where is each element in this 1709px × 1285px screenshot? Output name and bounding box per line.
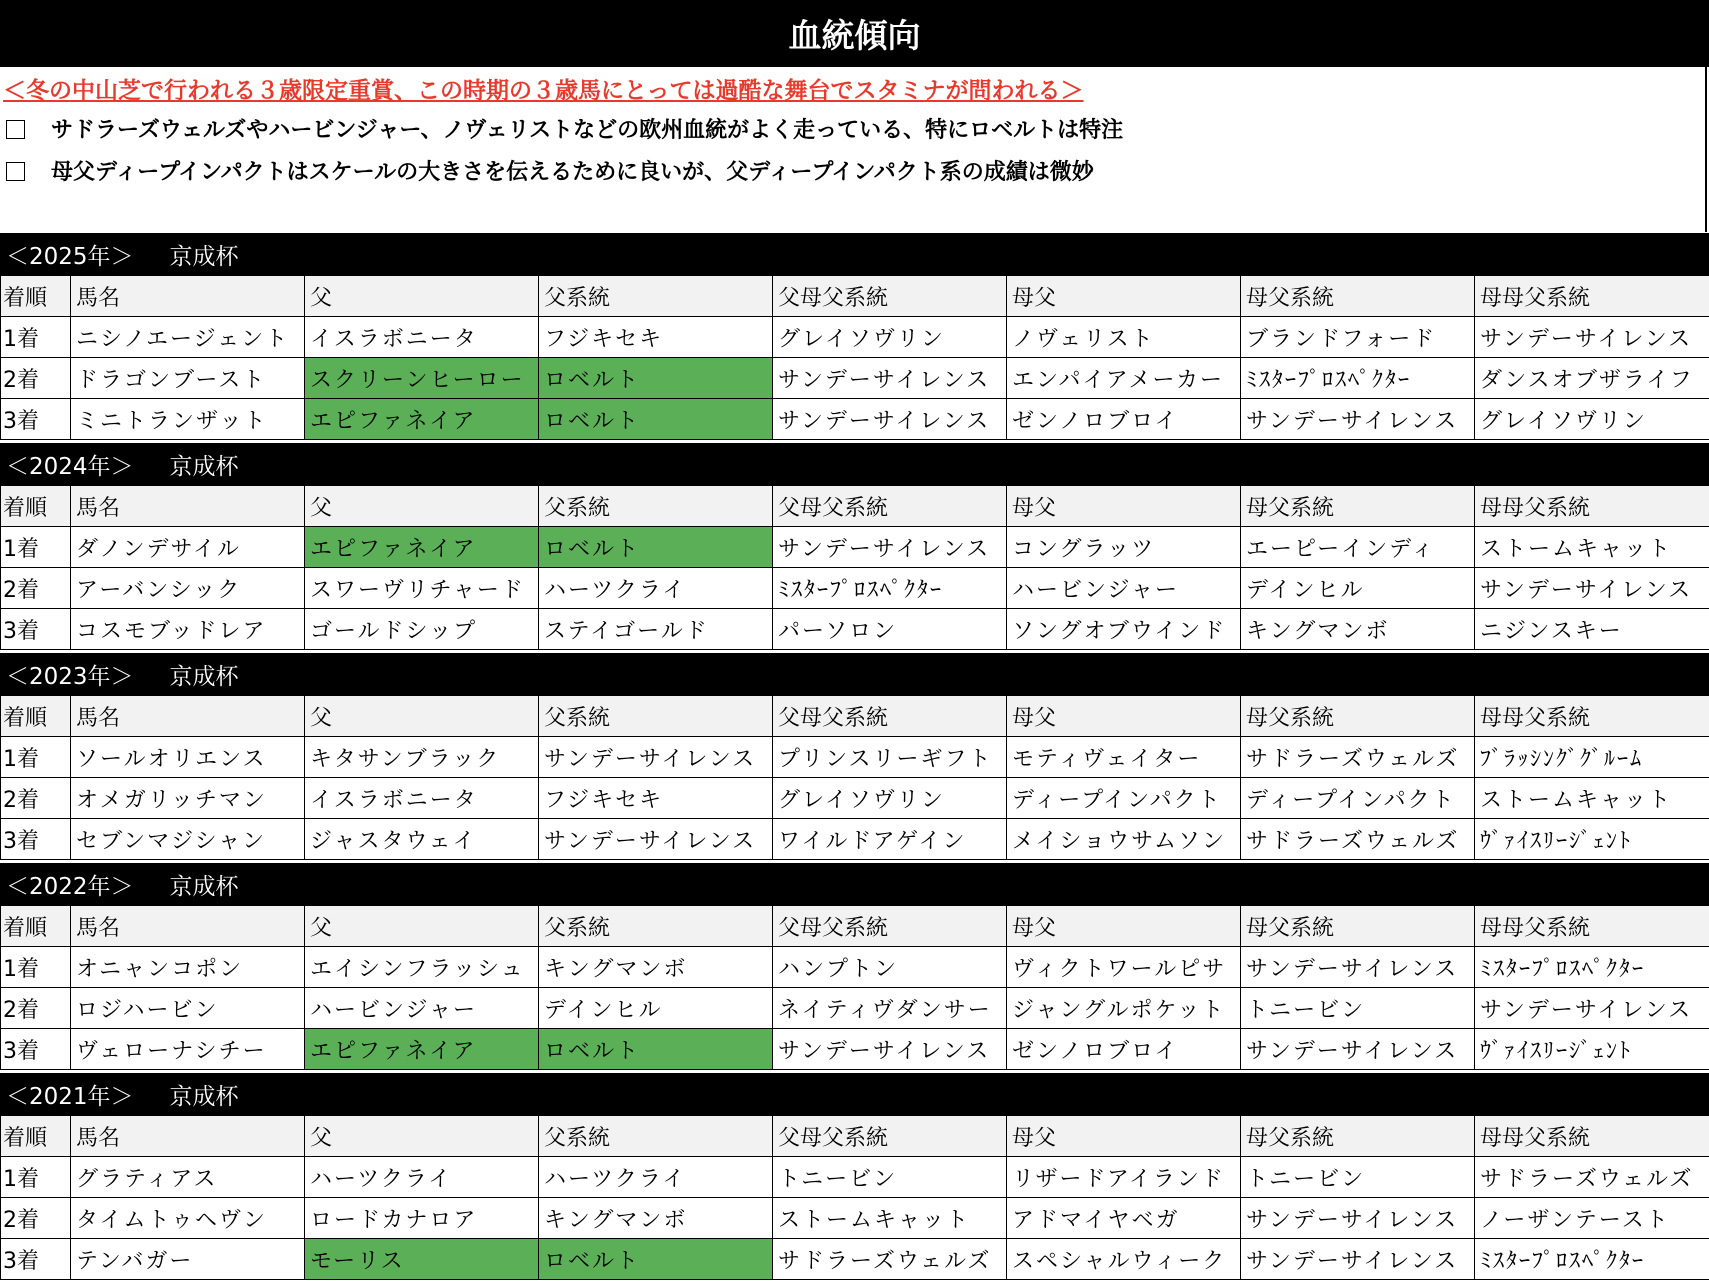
- table-row: [1, 358, 1709, 399]
- table-row: [1, 317, 1709, 358]
- column-header: 父系統: [539, 486, 773, 527]
- finish-position-cell: 2着: [1, 988, 71, 1029]
- table-cell: サンデーサイレンス: [1475, 568, 1709, 609]
- finish-position-cell: 1着: [1, 527, 71, 568]
- table-cell: ロベルト: [539, 1029, 773, 1070]
- finish-position-cell: 3着: [1, 1239, 71, 1280]
- sheet-title-text: 血統傾向: [788, 16, 921, 55]
- column-header: 着順: [1, 276, 71, 317]
- column-header: 父: [305, 906, 539, 947]
- table-header-row: [1, 696, 1709, 737]
- table-cell: アドマイヤベガ: [1007, 1198, 1241, 1239]
- column-header: 父系統: [539, 276, 773, 317]
- table-cell: ダンスオブザライフ: [1475, 358, 1709, 399]
- checkbox-icon: [6, 162, 25, 181]
- year-label: ＜2025年＞: [6, 243, 134, 270]
- column-header: 母父系統: [1241, 906, 1475, 947]
- table-row: [1, 778, 1709, 819]
- table-cell: コスモブッドレア: [71, 609, 305, 650]
- sheet-title: [0, 0, 1709, 67]
- table-cell: ハーツクライ: [539, 1157, 773, 1198]
- table-cell: ロジハービン: [71, 988, 305, 1029]
- table-cell: タイムトゥヘヴン: [71, 1198, 305, 1239]
- table-cell: サンデーサイレンス: [1241, 1029, 1475, 1070]
- table-cell: パーソロン: [773, 609, 1007, 650]
- table-cell: サンデーサイレンス: [1241, 947, 1475, 988]
- note-item: [6, 155, 1094, 186]
- notes-headline: ＜冬の中山芝で行われる３歳限定重賞、この時期の３歳馬にとっては過酷な舞台でスタミナが問われる＞: [3, 78, 1084, 104]
- column-header: 馬名: [71, 906, 305, 947]
- table-cell: サンデーサイレンス: [773, 358, 1007, 399]
- table-cell: オメガリッチマン: [71, 778, 305, 819]
- finish-position-cell: 3着: [1, 609, 71, 650]
- table-cell: ドラゴンブースト: [71, 358, 305, 399]
- table-cell: ディープインパクト: [1007, 778, 1241, 819]
- column-header: 父: [305, 1116, 539, 1157]
- table-cell: ステイゴールド: [539, 609, 773, 650]
- table-row: [1, 988, 1709, 1029]
- results-table: [0, 275, 1709, 440]
- table-cell: サンデーサイレンス: [773, 1029, 1007, 1070]
- table-header-row: [1, 1116, 1709, 1157]
- table-cell: ロードカナロア: [305, 1198, 539, 1239]
- table-cell: ブランドフォード: [1241, 317, 1475, 358]
- table-cell: イスラボニータ: [305, 317, 539, 358]
- table-cell: サドラーズウェルズ: [1241, 819, 1475, 860]
- column-header: 母母父系統: [1475, 276, 1709, 317]
- column-header: 母父: [1007, 1116, 1241, 1157]
- column-header: 母父系統: [1241, 486, 1475, 527]
- table-cell: ﾐｽﾀｰﾌﾟﾛｽﾍﾟｸﾀｰ: [1475, 1239, 1709, 1280]
- table-cell: ミニトランザット: [71, 399, 305, 440]
- table-cell: サンデーサイレンス: [539, 737, 773, 778]
- table-cell: ﾌﾞﾗｯｼﾝｸﾞｸﾞﾙｰﾑ: [1475, 737, 1709, 778]
- table-cell: スペシャルウィーク: [1007, 1239, 1241, 1280]
- table-cell: オニャンコポン: [71, 947, 305, 988]
- year-header: [0, 1073, 1709, 1115]
- table-row: [1, 947, 1709, 988]
- year-label: ＜2022年＞: [6, 873, 134, 900]
- column-header: 母父: [1007, 696, 1241, 737]
- finish-position-cell: 3着: [1, 399, 71, 440]
- year-header: [0, 653, 1709, 695]
- table-cell: ｳﾞｧｲｽﾘｰｼﾞｪﾝﾄ: [1475, 819, 1709, 860]
- column-header: 着順: [1, 1116, 71, 1157]
- results-table: [0, 905, 1709, 1070]
- finish-position-cell: 3着: [1, 1029, 71, 1070]
- table-cell: グレイソヴリン: [1475, 399, 1709, 440]
- column-header: 着順: [1, 906, 71, 947]
- column-header: 父母父系統: [773, 696, 1007, 737]
- table-cell: サンデーサイレンス: [1475, 317, 1709, 358]
- table-cell: ソールオリエンス: [71, 737, 305, 778]
- table-cell: セブンマジシャン: [71, 819, 305, 860]
- table-cell: プリンスリーギフト: [773, 737, 1007, 778]
- results-table: [0, 695, 1709, 860]
- table-cell: フジキセキ: [539, 778, 773, 819]
- year-header: [0, 233, 1709, 275]
- year-label: ＜2023年＞: [6, 663, 134, 690]
- column-header: 馬名: [71, 1116, 305, 1157]
- table-row: [1, 609, 1709, 650]
- column-header: 母父: [1007, 486, 1241, 527]
- column-header: 母父系統: [1241, 276, 1475, 317]
- table-row: [1, 819, 1709, 860]
- table-cell: イスラボニータ: [305, 778, 539, 819]
- table-cell: ジャスタウェイ: [305, 819, 539, 860]
- table-cell: ﾐｽﾀｰﾌﾟﾛｽﾍﾟｸﾀｰ: [1475, 947, 1709, 988]
- table-cell: ハンプトン: [773, 947, 1007, 988]
- table-cell: グレイソヴリン: [773, 317, 1007, 358]
- table-cell: ロベルト: [539, 358, 773, 399]
- table-header-row: [1, 486, 1709, 527]
- column-header: 馬名: [71, 276, 305, 317]
- table-cell: ハービンジャー: [1007, 568, 1241, 609]
- table-cell: ｳﾞｧｲｽﾘｰｼﾞｪﾝﾄ: [1475, 1029, 1709, 1070]
- table-cell: メイショウサムソン: [1007, 819, 1241, 860]
- column-header: 父: [305, 486, 539, 527]
- column-header: 母母父系統: [1475, 486, 1709, 527]
- race-name: 京成杯: [169, 243, 239, 270]
- table-cell: トニービン: [773, 1157, 1007, 1198]
- table-cell: エンパイアメーカー: [1007, 358, 1241, 399]
- table-cell: ハーツクライ: [305, 1157, 539, 1198]
- column-header: 父母父系統: [773, 486, 1007, 527]
- table-cell: コングラッツ: [1007, 527, 1241, 568]
- column-header: 馬名: [71, 486, 305, 527]
- finish-position-cell: 2着: [1, 568, 71, 609]
- table-cell: ロベルト: [539, 1239, 773, 1280]
- table-cell: サンデーサイレンス: [1241, 1239, 1475, 1280]
- table-cell: ロベルト: [539, 399, 773, 440]
- year-label: ＜2021年＞: [6, 1083, 134, 1110]
- table-cell: サンデーサイレンス: [1475, 988, 1709, 1029]
- table-cell: ヴェローナシチー: [71, 1029, 305, 1070]
- finish-position-cell: 1着: [1, 317, 71, 358]
- column-header: 馬名: [71, 696, 305, 737]
- table-cell: ネイティヴダンサー: [773, 988, 1007, 1029]
- column-header: 父: [305, 696, 539, 737]
- finish-position-cell: 1着: [1, 1157, 71, 1198]
- table-header-row: [1, 906, 1709, 947]
- finish-position-cell: 1着: [1, 737, 71, 778]
- table-cell: エーピーインディ: [1241, 527, 1475, 568]
- results-table: [0, 1115, 1709, 1280]
- table-cell: キタサンブラック: [305, 737, 539, 778]
- table-cell: テンバガー: [71, 1239, 305, 1280]
- table-cell: スワーヴリチャード: [305, 568, 539, 609]
- note-text: サドラーズウェルズやハービンジャー、ノヴェリストなどの欧州血統がよく走っている、特にロベルトは特注: [51, 118, 1124, 143]
- column-header: 父母父系統: [773, 1116, 1007, 1157]
- year-header: [0, 443, 1709, 485]
- table-cell: エピファネイア: [305, 1029, 539, 1070]
- table-cell: ディープインパクト: [1241, 778, 1475, 819]
- table-cell: モティヴェイター: [1007, 737, 1241, 778]
- table-row: [1, 527, 1709, 568]
- column-header: 父系統: [539, 906, 773, 947]
- table-cell: ストームキャット: [1475, 778, 1709, 819]
- table-cell: サドラーズウェルズ: [1241, 737, 1475, 778]
- table-cell: キングマンボ: [1241, 609, 1475, 650]
- column-header: 母母父系統: [1475, 1116, 1709, 1157]
- checkbox-icon: [6, 120, 25, 139]
- table-cell: デインヒル: [539, 988, 773, 1029]
- table-cell: ワイルドアゲイン: [773, 819, 1007, 860]
- column-header: 着順: [1, 696, 71, 737]
- table-cell: キングマンボ: [539, 947, 773, 988]
- table-cell: サドラーズウェルズ: [773, 1239, 1007, 1280]
- column-header: 母父: [1007, 906, 1241, 947]
- table-cell: エイシンフラッシュ: [305, 947, 539, 988]
- table-row: [1, 568, 1709, 609]
- table-cell: ゼンノロブロイ: [1007, 399, 1241, 440]
- table-row: [1, 1239, 1709, 1280]
- table-row: [1, 737, 1709, 778]
- table-cell: ニジンスキー: [1475, 609, 1709, 650]
- race-name: 京成杯: [169, 453, 239, 480]
- table-cell: サドラーズウェルズ: [1475, 1157, 1709, 1198]
- table-cell: エピファネイア: [305, 527, 539, 568]
- table-cell: モーリス: [305, 1239, 539, 1280]
- finish-position-cell: 2着: [1, 358, 71, 399]
- table-header-row: [1, 276, 1709, 317]
- column-header: 母父: [1007, 276, 1241, 317]
- table-cell: ﾐｽﾀｰﾌﾟﾛｽﾍﾟｸﾀｰ: [773, 568, 1007, 609]
- year-header: [0, 863, 1709, 905]
- table-cell: ジャングルポケット: [1007, 988, 1241, 1029]
- finish-position-cell: 2着: [1, 1198, 71, 1239]
- column-header: 着順: [1, 486, 71, 527]
- table-cell: グレイソヴリン: [773, 778, 1007, 819]
- table-row: [1, 1157, 1709, 1198]
- race-name: 京成杯: [169, 1083, 239, 1110]
- table-cell: サンデーサイレンス: [1241, 399, 1475, 440]
- table-cell: ニシノエージェント: [71, 317, 305, 358]
- table-cell: サンデーサイレンス: [539, 819, 773, 860]
- table-cell: リザードアイランド: [1007, 1157, 1241, 1198]
- column-header: 父母父系統: [773, 906, 1007, 947]
- column-header: 父系統: [539, 1116, 773, 1157]
- table-cell: スクリーンヒーロー: [305, 358, 539, 399]
- column-header: 母母父系統: [1475, 696, 1709, 737]
- table-cell: フジキセキ: [539, 317, 773, 358]
- finish-position-cell: 1着: [1, 947, 71, 988]
- table-row: [1, 1029, 1709, 1070]
- table-row: [1, 399, 1709, 440]
- race-name: 京成杯: [169, 873, 239, 900]
- year-label: ＜2024年＞: [6, 453, 134, 480]
- column-header: 父系統: [539, 696, 773, 737]
- table-cell: グラティアス: [71, 1157, 305, 1198]
- column-header: 母父系統: [1241, 1116, 1475, 1157]
- column-header: 母母父系統: [1475, 906, 1709, 947]
- column-header: 母父系統: [1241, 696, 1475, 737]
- finish-position-cell: 2着: [1, 778, 71, 819]
- table-cell: ストームキャット: [1475, 527, 1709, 568]
- table-cell: トニービン: [1241, 988, 1475, 1029]
- table-cell: ストームキャット: [773, 1198, 1007, 1239]
- table-cell: サンデーサイレンス: [1241, 1198, 1475, 1239]
- table-cell: ﾐｽﾀｰﾌﾟﾛｽﾍﾟｸﾀｰ: [1241, 358, 1475, 399]
- table-cell: サンデーサイレンス: [773, 399, 1007, 440]
- table-cell: ヴィクトワールピサ: [1007, 947, 1241, 988]
- table-cell: デインヒル: [1241, 568, 1475, 609]
- table-cell: エピファネイア: [305, 399, 539, 440]
- table-cell: トニービン: [1241, 1157, 1475, 1198]
- finish-position-cell: 3着: [1, 819, 71, 860]
- race-name: 京成杯: [169, 663, 239, 690]
- note-text: 母父ディープインパクトはスケールの大きさを伝えるために良いが、父ディープインパクト系の成績は微妙: [51, 160, 1094, 185]
- table-cell: ゴールドシップ: [305, 609, 539, 650]
- results-table: [0, 485, 1709, 650]
- notes-panel: [0, 67, 1707, 232]
- note-item: [6, 113, 1123, 144]
- table-cell: ハーツクライ: [539, 568, 773, 609]
- table-cell: サンデーサイレンス: [773, 527, 1007, 568]
- table-cell: ダノンデサイル: [71, 527, 305, 568]
- table-cell: ノヴェリスト: [1007, 317, 1241, 358]
- table-cell: ハービンジャー: [305, 988, 539, 1029]
- table-cell: ゼンノロブロイ: [1007, 1029, 1241, 1070]
- table-cell: キングマンボ: [539, 1198, 773, 1239]
- table-cell: ノーザンテースト: [1475, 1198, 1709, 1239]
- table-cell: ロベルト: [539, 527, 773, 568]
- column-header: 父母父系統: [773, 276, 1007, 317]
- table-cell: ソングオブウインド: [1007, 609, 1241, 650]
- table-cell: アーバンシック: [71, 568, 305, 609]
- table-row: [1, 1198, 1709, 1239]
- column-header: 父: [305, 276, 539, 317]
